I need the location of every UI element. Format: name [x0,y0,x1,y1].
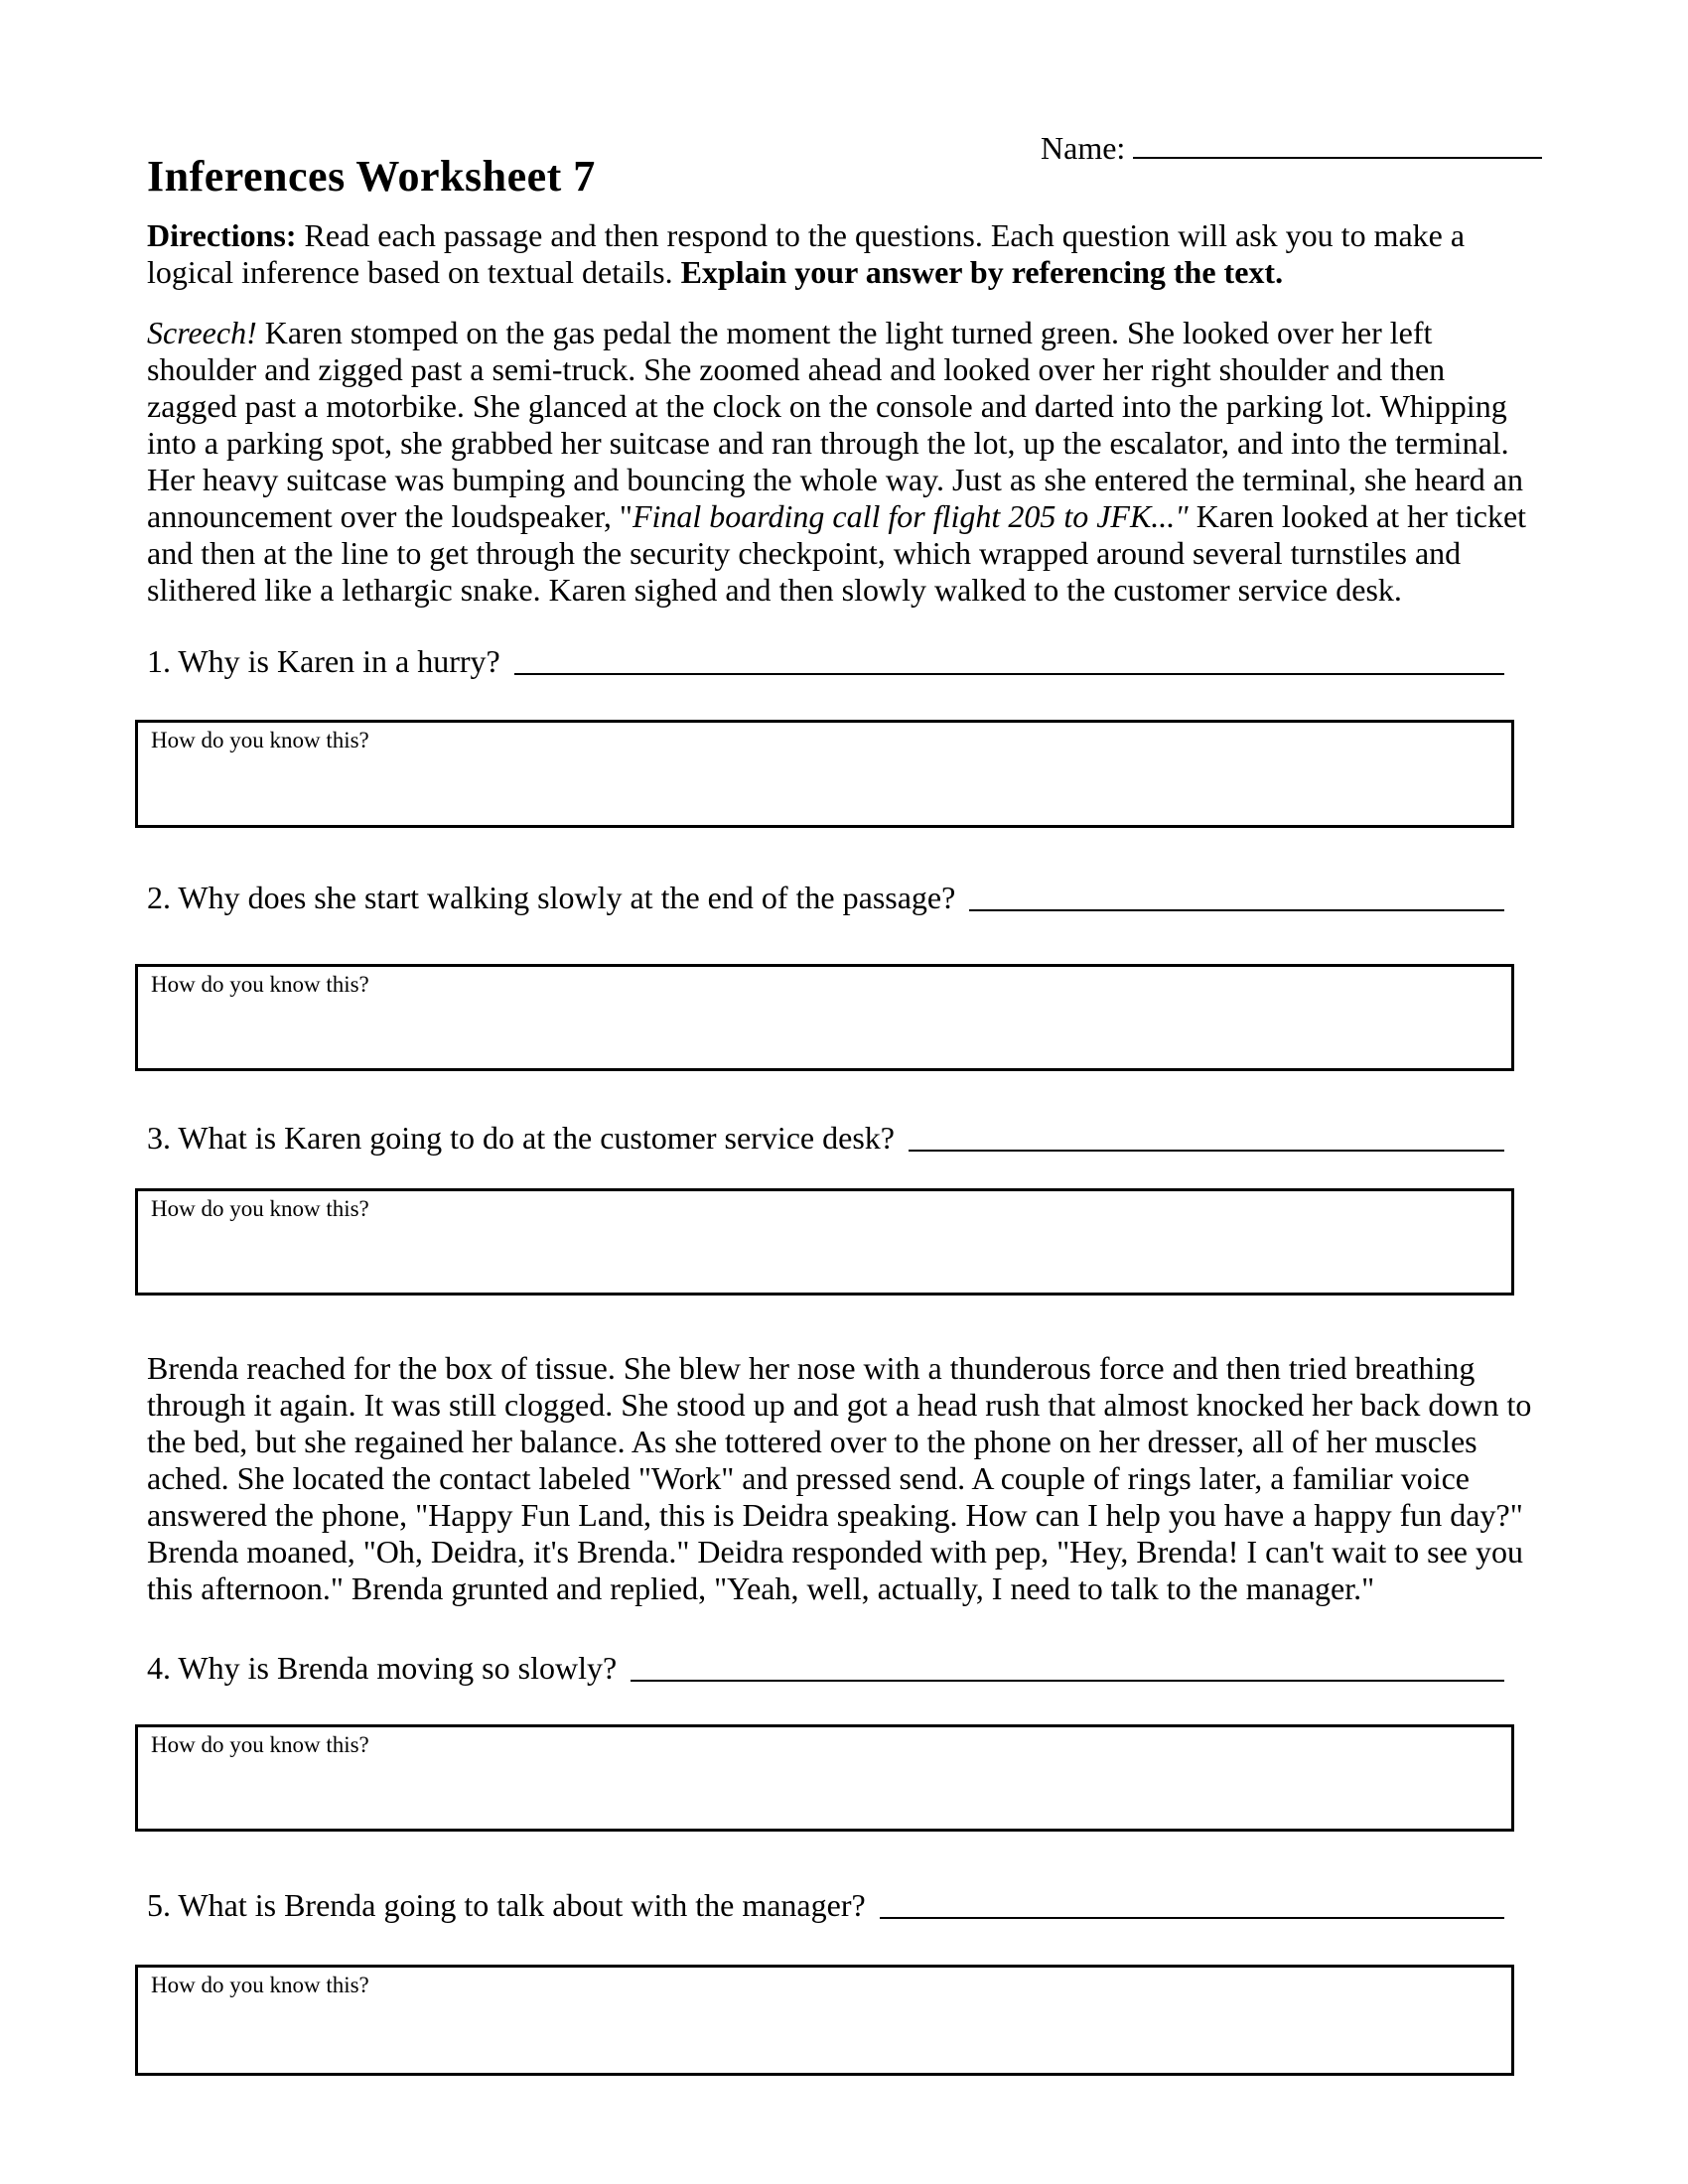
question-1-label: 1. Why is Karen in a hurry? [147,643,500,679]
question-4-label: 4. Why is Brenda moving so slowly? [147,1650,618,1686]
name-fill-line[interactable] [1133,125,1542,159]
answer-box-1-label: How do you know this? [151,728,369,752]
answer-box-3-label: How do you know this? [151,1196,369,1221]
answer-box-1[interactable] [135,720,1514,828]
answer-box-2[interactable] [135,964,1514,1071]
question-5-label: 5. What is Brenda going to talk about with the manager? [147,1887,866,1923]
question-5 [147,1887,1504,1924]
answer-box-2-label: How do you know this? [151,972,369,997]
passage-karen: Screech! Karen stomped on the gas pedal the moment the light turned green. She looked over her left shoulder and zigged past a semi-truck. She zoomed ahead and looked over her right shoulder and then zagged past a motorbike. She glanced at the clock on the console and darted into the parking lot. Whipping into a parking spot, she grabbed her suitcase and ran through the lot, up the escalator, and into the terminal. Her heavy suitcase was bumping and bouncing the whole way. Just as she entered the terminal, she heard an announcement over the loudspeaker, "Final boarding call for flight 205 to JFK..." Karen looked at her ticket and then at the line to get through the security checkpoint, which wrapped around several turnstiles and slithered like a lethargic snake. Karen sighed and then slowly walked to the customer service desk. [147,315,1527,608]
answer-box-5-label: How do you know this? [151,1973,369,1997]
directions-text: Directions: Read each passage and then respond to the questions. Each question will ask you to make a logical inference based on textual details. Explain your answer by referencing the text. [147,217,1466,290]
question-1-answer-line[interactable] [514,673,1504,675]
answer-box-4[interactable] [135,1724,1514,1832]
name-row [1041,125,1542,167]
question-2 [147,880,1504,916]
question-4 [147,1650,1504,1687]
question-2-answer-line[interactable] [969,909,1504,911]
answer-box-5[interactable] [135,1965,1514,2076]
question-3 [147,1120,1504,1157]
answer-box-4-label: How do you know this? [151,1732,369,1757]
question-5-answer-line[interactable] [880,1917,1504,1919]
passage-brenda: Brenda reached for the box of tissue. She blew her nose with a thunderous force and then tried breathing through it again. It was still clogged. She stood up and got a head rush that almost knocked her back down to the bed, but she regained her balance. As she tottered over to the phone on her dresser, all of her muscles ached. She located the contact labeled "Work" and pressed send. A couple of rings later, a familiar voice answered the phone, "Happy Fun Land, this is Deidra speaking. How can I help you have a happy fun day?" Brenda moaned, "Oh, Deidra, it's Brenda." Deidra responded with pep, "Hey, Brenda! I can't wait to see you this afternoon." Brenda grunted and replied, "Yeah, well, actually, I need to talk to the manager." [147,1350,1532,1606]
question-4-answer-line[interactable] [631,1680,1504,1682]
question-1 [147,643,1504,680]
name-label: Name: [1041,130,1126,166]
question-2-label: 2. Why does she start walking slowly at the end of the passage? [147,880,956,915]
question-3-answer-line[interactable] [909,1150,1504,1152]
page-title: Inferences Worksheet 7 [147,152,596,201]
question-3-label: 3. What is Karen going to do at the customer service desk? [147,1120,895,1156]
answer-box-3[interactable] [135,1188,1514,1296]
